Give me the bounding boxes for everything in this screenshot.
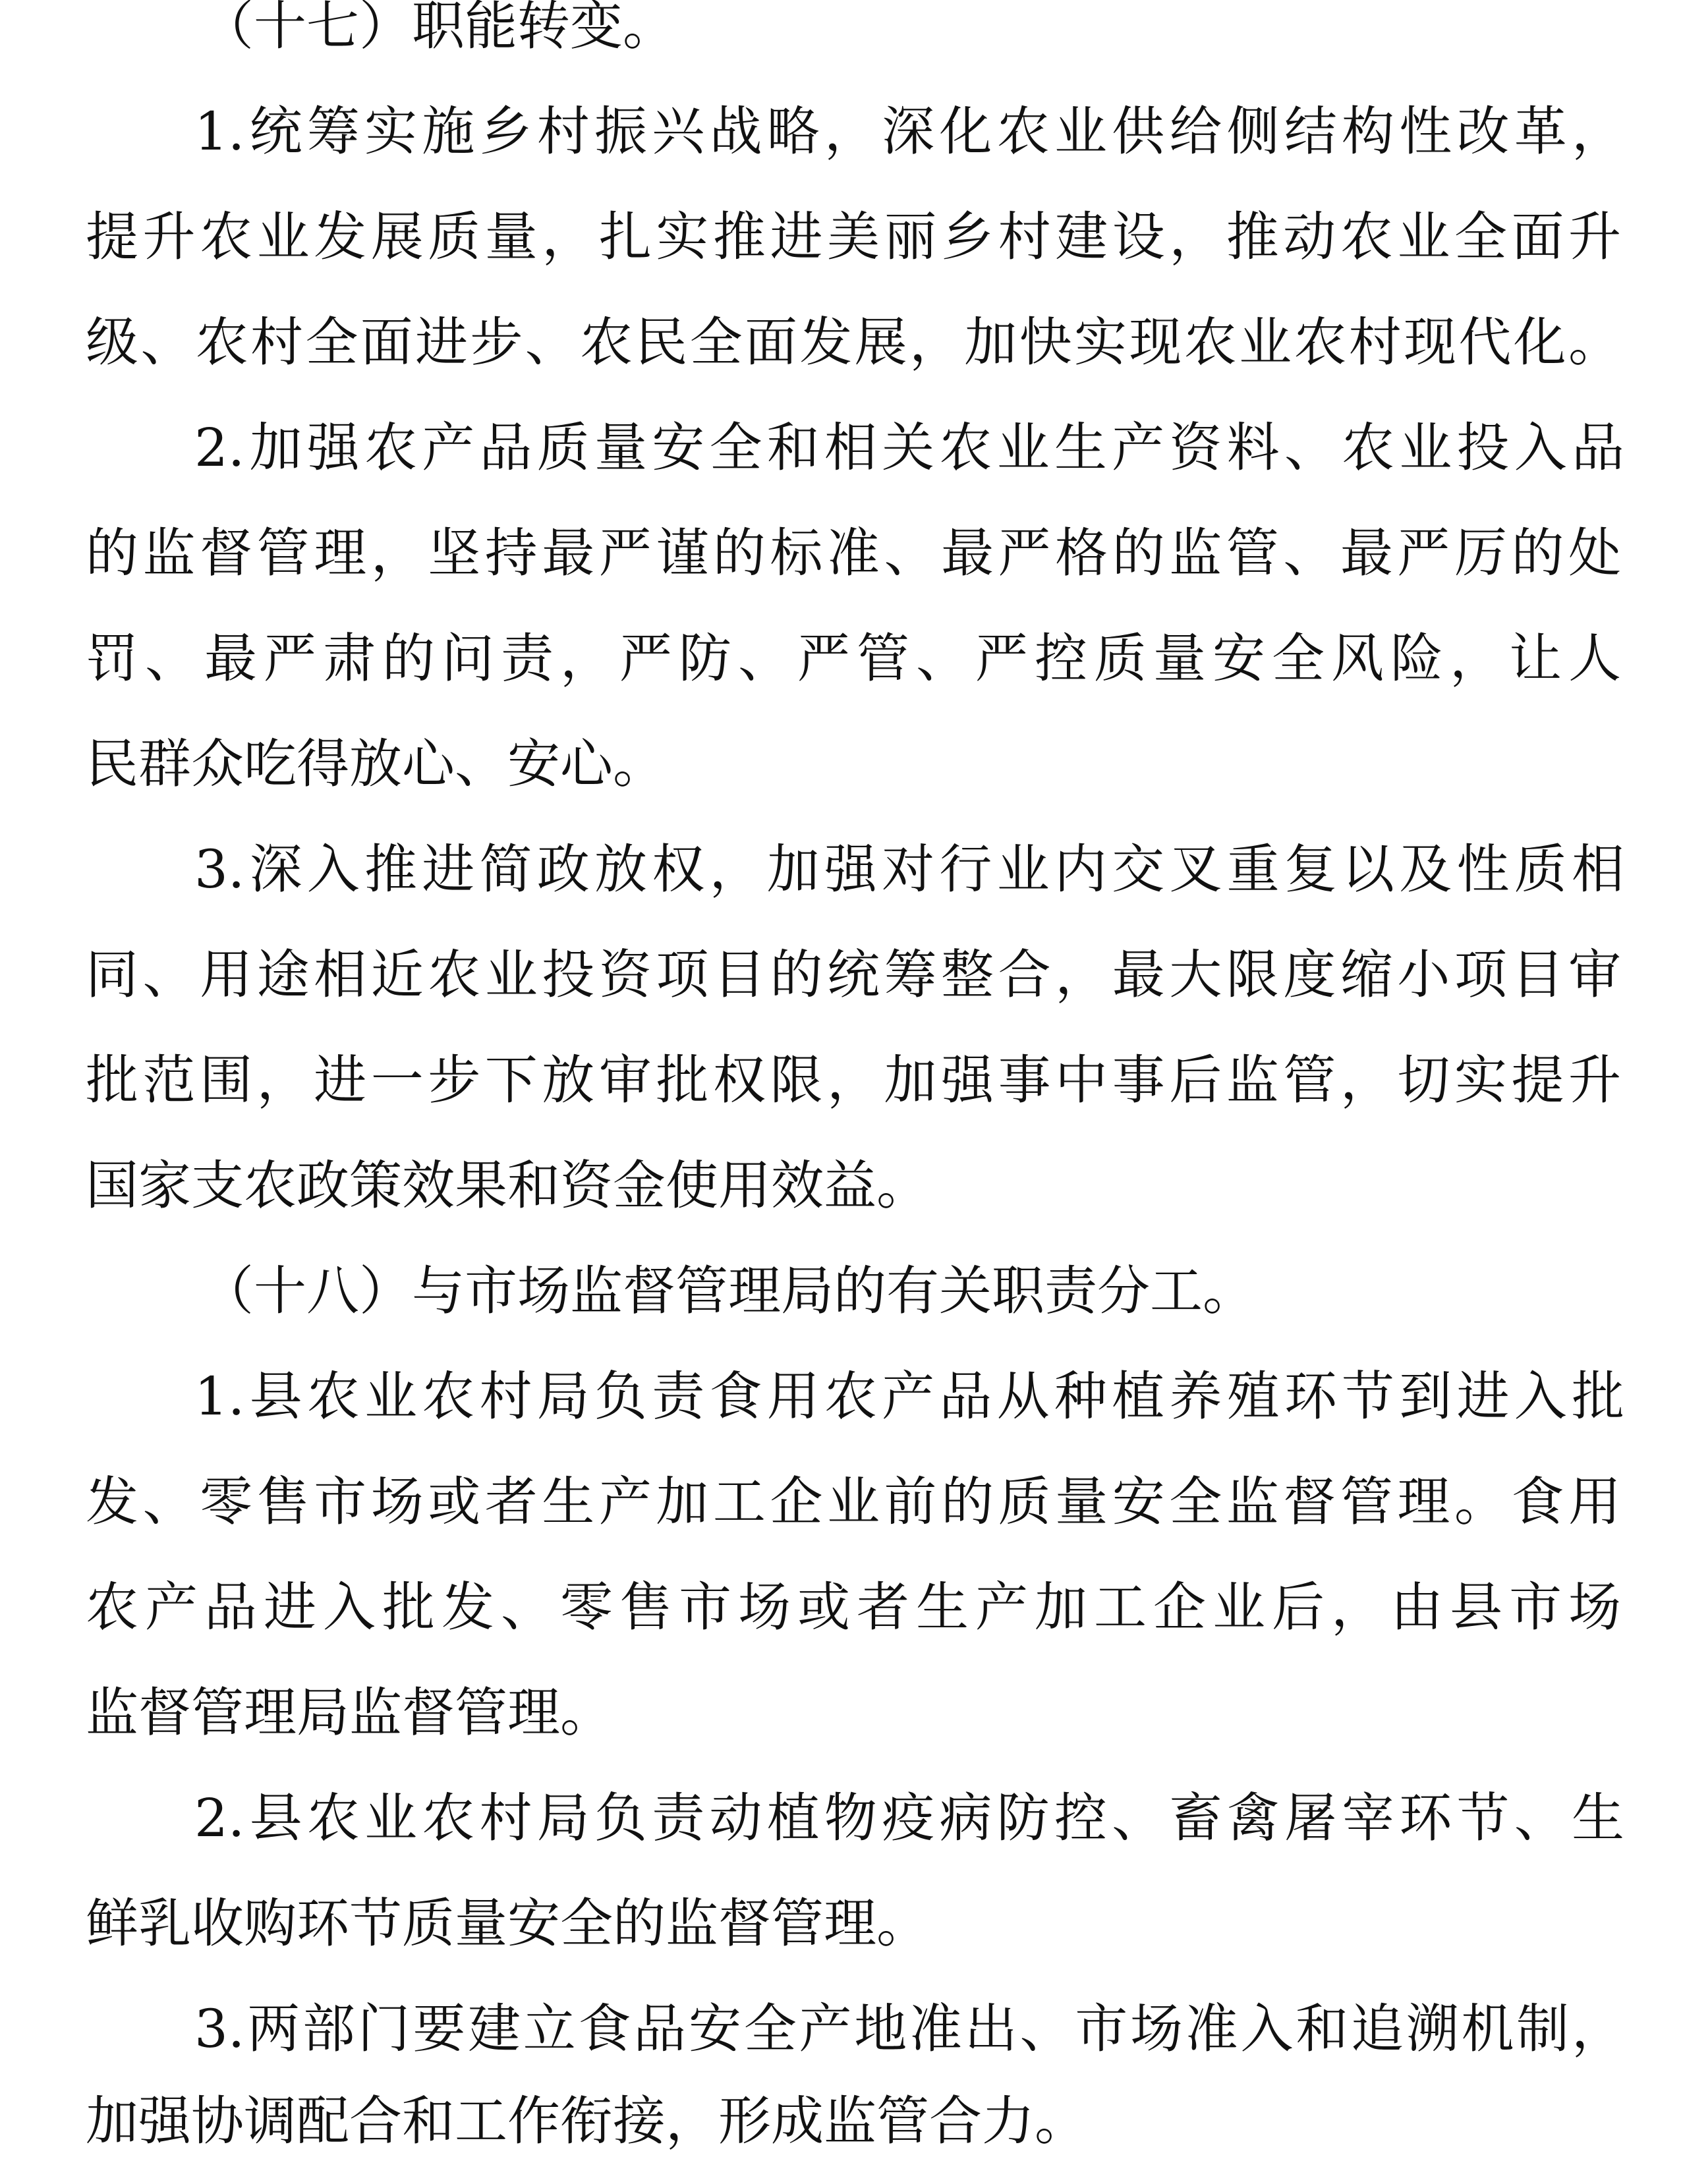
paragraph-line: 监督管理局监督管理。: [86, 1682, 613, 1743]
paragraph-line: 1.统筹实施乡村振兴战略，深化农业供给侧结构性改革，: [194, 101, 1624, 162]
paragraph-line: 鲜乳收购环节质量安全的监督管理。: [86, 1893, 929, 1954]
paragraph-line: 国家支农政策效果和资金使用效益。: [86, 1155, 929, 1216]
paragraph-line: 批范围，进一步下放审批权限，加强事中事后监管，切实提升: [86, 1050, 1621, 1111]
paragraph-line: 罚、最严肃的问责，严防、严管、严控质量安全风险，让人: [86, 628, 1621, 689]
paragraph-line: 级、农村全面进步、农民全面发展，加快实现农业农村现代化。: [86, 312, 1621, 373]
paragraph-line: 农产品进入批发、零售市场或者生产加工企业后，由县市场: [86, 1577, 1621, 1638]
paragraph-line: 2.县农业农村局负责动植物疫病防控、畜禽屠宰环节、生: [194, 1787, 1624, 1849]
paragraph-line: 的监督管理，坚持最严谨的标准、最严格的监管、最严厉的处: [86, 522, 1621, 584]
paragraph-line: 3.两部门要建立食品安全产地准出、市场准入和追溯机制，: [194, 1998, 1624, 2059]
paragraph-line: 同、用途相近农业投资项目的统筹整合，最大限度缩小项目审: [86, 944, 1621, 1005]
section-heading-18: （十八）与市场监督管理局的有关职责分工。: [201, 1260, 1255, 1322]
paragraph-line: 加强协调配合和工作衔接，形成监管合力。: [86, 2090, 1087, 2152]
paragraph-line: 提升农业发展质量，扎实推进美丽乡村建设，推动农业全面升: [86, 206, 1621, 267]
paragraph-line: 1.县农业农村局负责食用农产品从种植养殖环节到进入批: [194, 1366, 1624, 1427]
paragraph-line: 3.深入推进简政放权，加强对行业内交叉重复以及性质相: [194, 839, 1624, 900]
paragraph-line: 发、零售市场或者生产加工企业前的质量安全监督管理。食用: [86, 1471, 1621, 1532]
section-heading-17: （十七）职能转变。: [201, 0, 675, 57]
paragraph-line: 民群众吃得放心、安心。: [86, 733, 666, 795]
paragraph-line: 2.加强农产品质量安全和相关农业生产资料、农业投入品: [194, 417, 1624, 478]
